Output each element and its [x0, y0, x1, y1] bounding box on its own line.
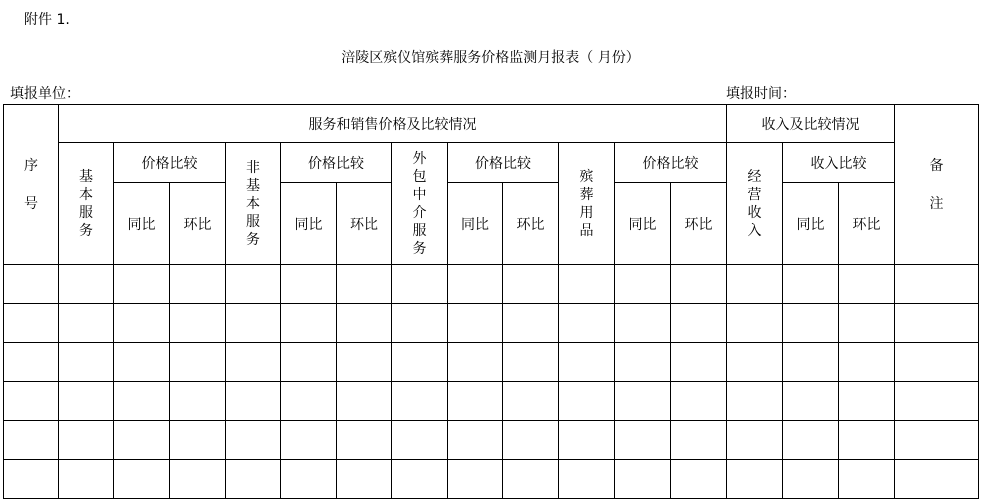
- table-cell[interactable]: [59, 343, 114, 382]
- table-cell[interactable]: [170, 460, 226, 499]
- table-cell[interactable]: [281, 382, 337, 421]
- table-cell[interactable]: [281, 304, 337, 343]
- table-cell[interactable]: [4, 304, 59, 343]
- table-cell[interactable]: [783, 265, 839, 304]
- table-cell[interactable]: [615, 421, 671, 460]
- table-cell[interactable]: [727, 304, 783, 343]
- table-cell[interactable]: [59, 304, 114, 343]
- table-cell[interactable]: [281, 265, 337, 304]
- table-cell[interactable]: [671, 304, 727, 343]
- table-cell[interactable]: [559, 421, 615, 460]
- table-cell[interactable]: [337, 265, 392, 304]
- table-cell[interactable]: [281, 343, 337, 382]
- table-cell[interactable]: [559, 460, 615, 499]
- header-yoy-basic: 同比: [114, 183, 170, 265]
- table-cell[interactable]: [783, 343, 839, 382]
- header-price-compare-agency: 价格比较: [448, 143, 559, 183]
- table-cell[interactable]: [895, 343, 979, 382]
- table-cell[interactable]: [4, 265, 59, 304]
- table-cell[interactable]: [337, 382, 392, 421]
- header-income-group: 收入及比较情况: [727, 105, 895, 143]
- table-cell[interactable]: [337, 304, 392, 343]
- table-cell[interactable]: [727, 421, 783, 460]
- table-cell[interactable]: [503, 421, 559, 460]
- table-cell[interactable]: [727, 265, 783, 304]
- table-cell[interactable]: [114, 460, 170, 499]
- table-cell[interactable]: [226, 343, 281, 382]
- header-price-compare-nonbasic: 价格比较: [281, 143, 392, 183]
- table-cell[interactable]: [559, 304, 615, 343]
- table-cell[interactable]: [170, 265, 226, 304]
- table-cell[interactable]: [895, 421, 979, 460]
- table-cell[interactable]: [783, 304, 839, 343]
- table-cell[interactable]: [226, 421, 281, 460]
- header-nonbasic-service: 非基本服务: [226, 143, 281, 265]
- table-cell[interactable]: [4, 421, 59, 460]
- table-cell[interactable]: [448, 304, 503, 343]
- table-cell[interactable]: [170, 343, 226, 382]
- table-cell[interactable]: [281, 460, 337, 499]
- table-cell[interactable]: [895, 460, 979, 499]
- table-cell[interactable]: [114, 265, 170, 304]
- table-cell[interactable]: [839, 343, 895, 382]
- table-cell[interactable]: [671, 265, 727, 304]
- table-cell[interactable]: [503, 382, 559, 421]
- header-yoy-agency: 同比: [448, 183, 503, 265]
- header-mom-nonbasic: 环比: [337, 183, 392, 265]
- header-yoy-income: 同比: [783, 183, 839, 265]
- header-yoy-goods: 同比: [615, 183, 671, 265]
- table-cell[interactable]: [783, 421, 839, 460]
- table-cell[interactable]: [615, 304, 671, 343]
- table-row: [4, 343, 979, 382]
- table-cell[interactable]: [114, 382, 170, 421]
- table-cell[interactable]: [727, 460, 783, 499]
- table-cell[interactable]: [337, 343, 392, 382]
- table-cell[interactable]: [170, 382, 226, 421]
- header-operating-income: 经营收入: [727, 143, 783, 265]
- header-income-compare: 收入比较: [783, 143, 895, 183]
- table-cell[interactable]: [226, 304, 281, 343]
- header-price-group: 服务和销售价格及比较情况: [59, 105, 727, 143]
- table-cell[interactable]: [559, 265, 615, 304]
- table-cell[interactable]: [337, 421, 392, 460]
- table-cell[interactable]: [392, 460, 448, 499]
- table-cell[interactable]: [4, 343, 59, 382]
- attachment-label: 附件 1.: [24, 12, 70, 28]
- header-price-compare-basic: 价格比较: [114, 143, 226, 183]
- table-cell[interactable]: [503, 343, 559, 382]
- table-cell[interactable]: [59, 460, 114, 499]
- table-cell[interactable]: [727, 382, 783, 421]
- table-cell[interactable]: [895, 304, 979, 343]
- header-mom-agency: 环比: [503, 183, 559, 265]
- table-cell[interactable]: [503, 265, 559, 304]
- page-title: 涪陵区殡仪馆殡葬服务价格监测月报表（ 月份）: [341, 50, 640, 66]
- table-cell[interactable]: [448, 460, 503, 499]
- table-row: [4, 304, 979, 343]
- table-cell[interactable]: [114, 343, 170, 382]
- table-cell[interactable]: [615, 265, 671, 304]
- table-cell[interactable]: [226, 382, 281, 421]
- table-body: [4, 265, 979, 499]
- table-cell[interactable]: [392, 304, 448, 343]
- table-cell[interactable]: [783, 382, 839, 421]
- table-cell[interactable]: [839, 304, 895, 343]
- table-row: [4, 460, 979, 499]
- table-cell[interactable]: [226, 265, 281, 304]
- header-mom-goods: 环比: [671, 183, 727, 265]
- table-cell[interactable]: [503, 304, 559, 343]
- table-cell[interactable]: [170, 304, 226, 343]
- table-cell[interactable]: [895, 382, 979, 421]
- table-cell[interactable]: [615, 382, 671, 421]
- table-cell[interactable]: [392, 265, 448, 304]
- table-row: [4, 421, 979, 460]
- header-basic-service: 基本服务: [59, 143, 114, 265]
- header-agency-service: 外包中介服务: [392, 143, 448, 265]
- table-cell[interactable]: [727, 343, 783, 382]
- header-price-compare-goods: 价格比较: [615, 143, 727, 183]
- table-cell[interactable]: [392, 382, 448, 421]
- table-cell[interactable]: [59, 421, 114, 460]
- table-cell[interactable]: [59, 265, 114, 304]
- table-cell[interactable]: [615, 460, 671, 499]
- header-mom-income: 环比: [839, 183, 895, 265]
- table-cell[interactable]: [671, 460, 727, 499]
- table-cell[interactable]: [337, 460, 392, 499]
- table-cell[interactable]: [59, 382, 114, 421]
- price-monitoring-table: [3, 104, 979, 499]
- table-cell[interactable]: [559, 382, 615, 421]
- header-remark: 备注: [895, 105, 979, 265]
- reporting-unit-label: 填报单位：: [10, 86, 80, 102]
- table-cell[interactable]: [448, 343, 503, 382]
- table-cell[interactable]: [114, 304, 170, 343]
- table-cell[interactable]: [783, 460, 839, 499]
- table-cell[interactable]: [671, 382, 727, 421]
- table-cell[interactable]: [392, 421, 448, 460]
- reporting-time-label: 填报时间：: [726, 86, 796, 102]
- table-cell[interactable]: [559, 343, 615, 382]
- table-cell[interactable]: [839, 265, 895, 304]
- table-row: [4, 382, 979, 421]
- table-cell[interactable]: [170, 421, 226, 460]
- table-cell[interactable]: [615, 343, 671, 382]
- table-cell[interactable]: [839, 382, 895, 421]
- table-cell[interactable]: [839, 421, 895, 460]
- table-cell[interactable]: [226, 460, 281, 499]
- table-cell[interactable]: [503, 460, 559, 499]
- table-cell[interactable]: [839, 460, 895, 499]
- table-cell[interactable]: [281, 421, 337, 460]
- table-cell[interactable]: [114, 421, 170, 460]
- table-cell[interactable]: [671, 421, 727, 460]
- header-yoy-nonbasic: 同比: [281, 183, 337, 265]
- table-cell[interactable]: [448, 265, 503, 304]
- table-cell[interactable]: [448, 421, 503, 460]
- table-cell[interactable]: [448, 382, 503, 421]
- header-funeral-goods: 殡葬用品: [559, 143, 615, 265]
- header-mom-basic: 环比: [170, 183, 226, 265]
- table-cell[interactable]: [671, 343, 727, 382]
- header-seq: 序号: [4, 105, 59, 265]
- table-cell[interactable]: [4, 382, 59, 421]
- table-row: [4, 265, 979, 304]
- table-cell[interactable]: [392, 343, 448, 382]
- table-cell[interactable]: [4, 460, 59, 499]
- table-cell[interactable]: [895, 265, 979, 304]
